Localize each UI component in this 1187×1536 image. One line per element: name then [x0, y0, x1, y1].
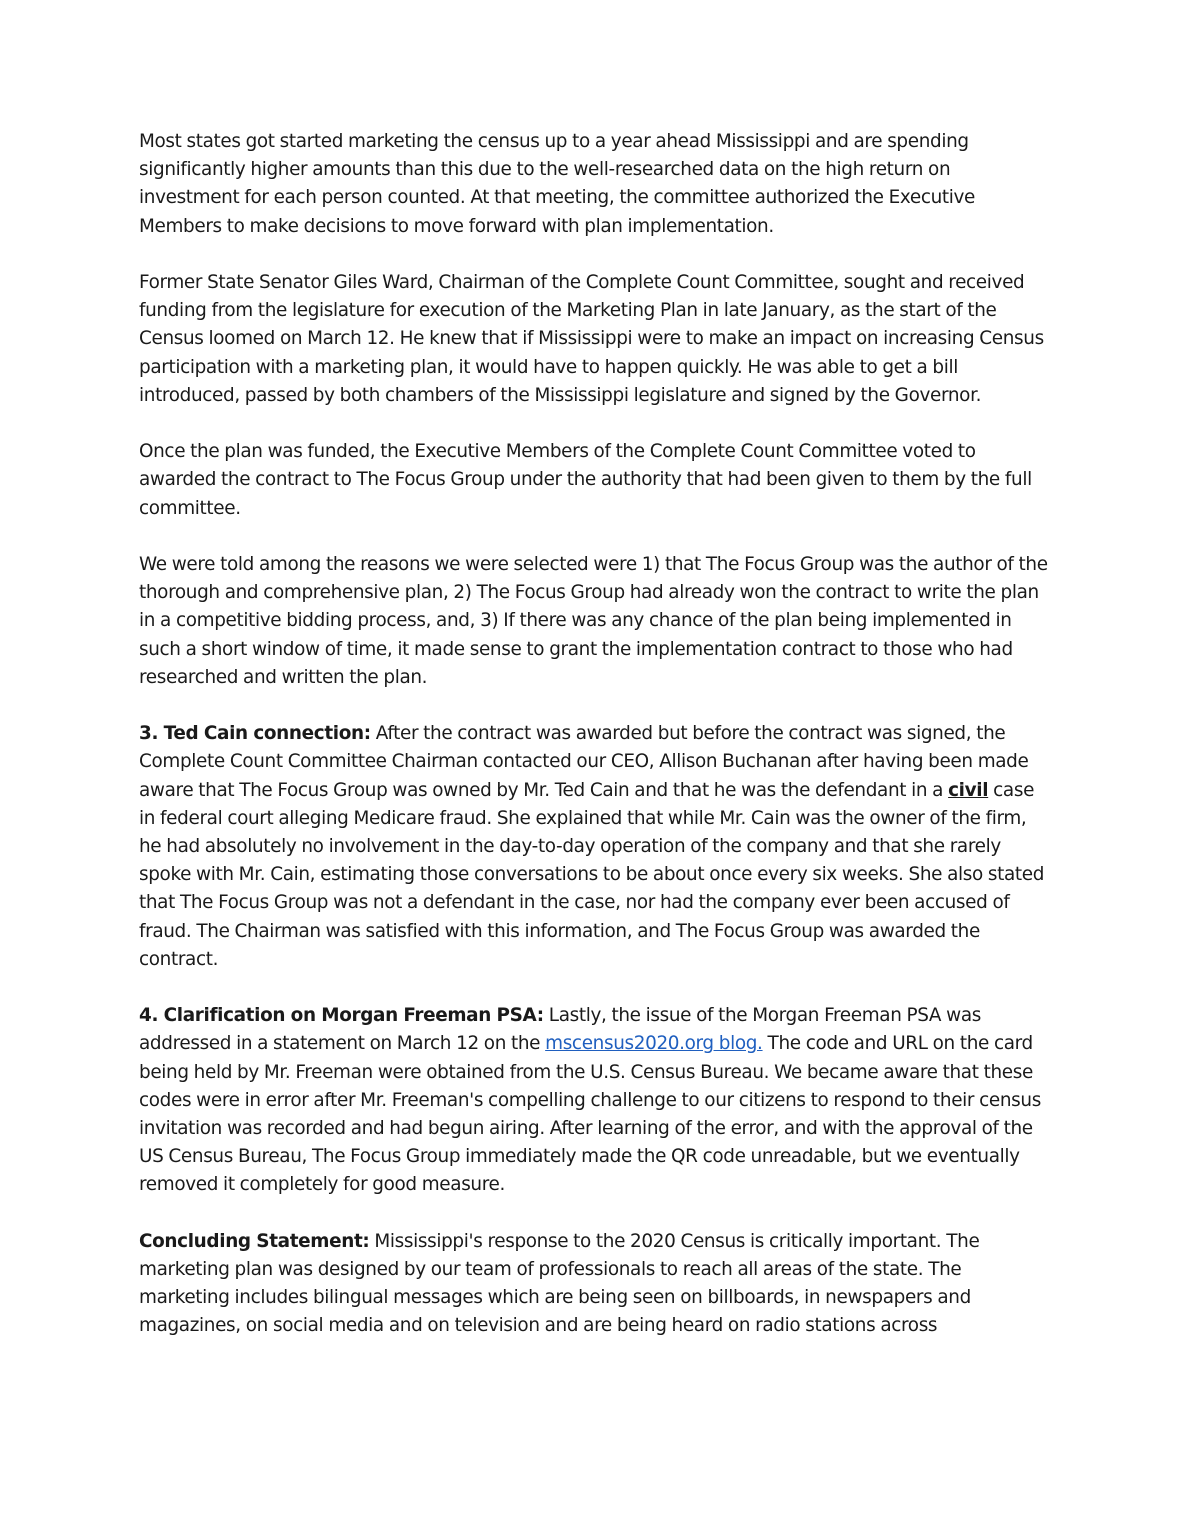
paragraph-contract-award: Once the plan was funded, the Executive Members of the Complete Count Committee voted to awarded the contract to The Focus Group under the authority that had been given to them by the full committee. [139, 441, 1032, 519]
section-4-heading: 4. Clarification on Morgan Freeman PSA: [139, 1005, 544, 1027]
section-4-text-before: Lastly, the issue of the Morgan Freeman PSA was addressed in a statement on March 12 on the [139, 1005, 981, 1055]
section-concluding-statement [139, 1228, 1051, 1341]
civil-emphasis: civil [948, 779, 989, 801]
section-ted-cain-connection [139, 720, 1051, 974]
conclusion-heading: Concluding Statement: [139, 1230, 370, 1252]
document-body [139, 128, 1051, 1369]
paragraph-selection-reasons: We were told among the reasons we were selected were 1) that The Focus Group was the author of the thorough and comprehensive plan, 2) The Focus Group had already won the contract to write the plan in a competitive bidding process, and, 3) If there was any chance of the plan being implemented in such a short window of time, it made sense to grant the implementation contract to those who had researched and written the plan. [139, 554, 1048, 688]
section-3-text-after: case in federal court alleging Medicare fraud. She explained that while Mr. Cain was the owner of the firm, he had absolutely no involvement in the day-to-day operation of the company and that she rarely spoke with Mr. Cain, estimating those conversations to be about once every six weeks. She also stated that The Focus Group was not a defendant in the case, nor had the company ever been accused of fraud. The Chairman was satisfied with this information, and The Focus Group was awarded the contract. [139, 779, 1045, 970]
section-3-heading: 3. Ted Cain connection: [139, 723, 371, 745]
section-3-text-before: After the contract was awarded but before the contract was signed, the Complete Count Committee Chairman contacted our CEO, Allison Buchanan after having been made aware that The Focus Group was owned by Mr. Ted Cain and that he was the defendant in a [139, 723, 1029, 801]
paragraph-marketing-timeline: Most states got started marketing the census up to a year ahead Mississippi and are spending significantly higher amounts than this due to the well-researched data on the high return on investment for each person counted. At that meeting, the committee authorized the Executive Members to make decisions to move forward with plan implementation. [139, 131, 976, 237]
blog-link[interactable]: mscensus2020.org blog. [545, 1033, 763, 1055]
paragraph-funding: Former State Senator Giles Ward, Chairman of the Complete Count Committee, sought and received funding from the legislature for execution of the Marketing Plan in late January, as the start of the Census loomed on March 12. He knew that if Mississippi were to make an impact on increasing Census participation with a marketing plan, it would have to happen quickly. He was able to get a bill introduced, passed by both chambers of the Mississippi legislature and signed by the Governor. [139, 272, 1044, 406]
section-4-text-after: The code and URL on the card being held by Mr. Freeman were obtained from the U.S. Census Bureau. We became aware that these codes were in error after Mr. Freeman's compelling challenge to our citizens to respond to their census invitation was recorded and had begun airing. After learning of the error, and with the approval of the US Census Bureau, The Focus Group immediately made the QR code unreadable, but we eventually removed it completely for good measure. [139, 1033, 1041, 1196]
conclusion-text: Mississippi's response to the 2020 Census is critically important. The marketing plan was designed by our team of professionals to reach all areas of the state. The marketing includes bilingual messages which are being seen on billboards, in newspapers and magazines, on social media and on television and are being heard on radio stations across [139, 1230, 980, 1337]
section-morgan-freeman-psa [139, 1002, 1051, 1199]
